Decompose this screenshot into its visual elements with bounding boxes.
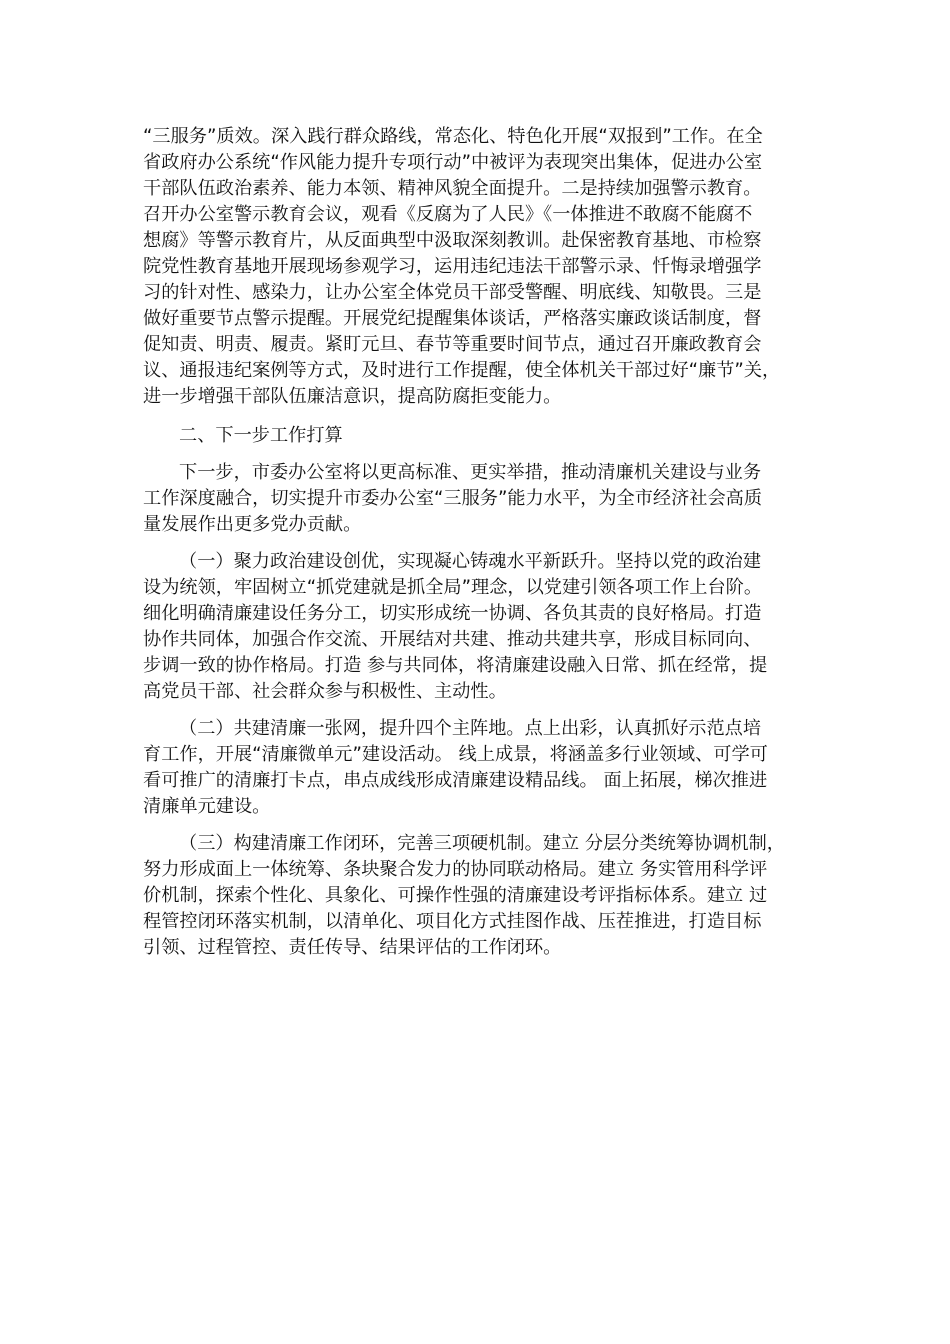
paragraph-intro-continued <box>143 124 807 410</box>
text-line: 召开办公室警示教育会议，观看《反腐为了人民》《一体推进不敢腐不能腐不 <box>143 204 753 225</box>
text-line: 高党员干部、社会群众参与积极性、主动性。 <box>143 681 507 702</box>
heading-line: 二、下一步工作打算 <box>179 425 343 446</box>
document-page <box>143 124 807 961</box>
paragraph-item-one <box>143 549 807 705</box>
text-line: 看可推广的清廉打卡点，串点成线形成清廉建设精品线。 面上拓展，梯次推进 <box>143 770 768 791</box>
text-line: 设为统领，牢固树立“抓党建就是抓全局”理念，以党建引领各项工作上台阶。 <box>143 577 763 598</box>
text-line: 下一步，市委办公室将以更高标准、更实举措，推动清廉机关建设与业务 <box>179 462 762 483</box>
text-line: 程管控闭环落实机制，以清单化、项目化方式挂图作战、压茬推进，打造目标 <box>143 911 762 932</box>
text-line: 协作共同体，加强合作交流、开展结对共建、推动共建共享，形成目标同向、 <box>143 629 762 650</box>
text-line: 院党性教育基地开展现场参观学习，运用违纪违法干部警示录、忏悔录增强学 <box>143 256 762 277</box>
text-line: “三服务”质效。深入践行群众路线，常态化、特色化开展“双报到”工作。在全 <box>143 126 763 147</box>
text-line: 干部队伍政治素养、能力本领、精神风貌全面提升。二是持续加强警示教育。 <box>143 178 762 199</box>
text-line: 省政府办公系统“作风能力提升专项行动”中被评为表现突出集体，促进办公室 <box>143 152 763 173</box>
paragraph-item-three <box>143 831 807 961</box>
text-line: 清廉单元建设。 <box>143 796 271 817</box>
text-line: 工作深度融合，切实提升市委办公室“三服务”能力水平，为全市经济社会高质 <box>143 488 763 509</box>
paragraph-item-two <box>143 716 807 820</box>
text-line: 促知责、明责、履责。紧盯元旦、春节等重要时间节点，通过召开廉政教育会 <box>143 334 762 355</box>
text-line: 细化明确清廉建设任务分工，切实形成统一协调、各负其责的良好格局。打造 <box>143 603 762 624</box>
text-line: 进一步增强干部队伍廉洁意识，提高防腐拒变能力。 <box>143 386 562 407</box>
text-line: 习的针对性、感染力，让办公室全体党员干部受警醒、明底线、知敬畏。三是 <box>143 282 762 303</box>
text-line: 量发展作出更多党办贡献。 <box>143 514 362 535</box>
text-line: 步调一致的协作格局。打造 参与共同体，将清廉建设融入日常、抓在经常，提 <box>143 655 768 676</box>
section-heading-next-steps <box>143 423 807 449</box>
paragraph-next-step <box>143 460 807 538</box>
text-line: 价机制，探索个性化、具象化、可操作性强的清廉建设考评指标体系。建立 过 <box>143 885 768 906</box>
text-line: 做好重要节点警示提醒。开展党纪提醒集体谈话，严格落实廉政谈话制度，督 <box>143 308 762 329</box>
text-line: 议、通报违纪案例等方式，及时进行工作提醒，使全体机关干部过好“廉节”关， <box>143 360 781 381</box>
text-line: （一）聚力政治建设创优，实现凝心铸魂水平新跃升。坚持以党的政治建 <box>179 551 762 572</box>
text-line: 育工作，开展“清廉微单元”建设活动。 线上成景，将涵盖多行业领域、可学可 <box>143 744 768 765</box>
text-line: 想腐》等警示教育片，从反面典型中汲取深刻教训。赴保密教育基地、市检察 <box>143 230 762 251</box>
text-line: （三）构建清廉工作闭环，完善三项硬机制。建立 分层分类统筹协调机制， <box>179 833 785 854</box>
text-line: （二）共建清廉一张网，提升四个主阵地。点上出彩，认真抓好示范点培 <box>179 718 762 739</box>
text-line: 努力形成面上一体统筹、条块聚合发力的协同联动格局。建立 务实管用科学评 <box>143 859 768 880</box>
text-line: 引领、过程管控、责任传导、结果评估的工作闭环。 <box>143 937 562 958</box>
